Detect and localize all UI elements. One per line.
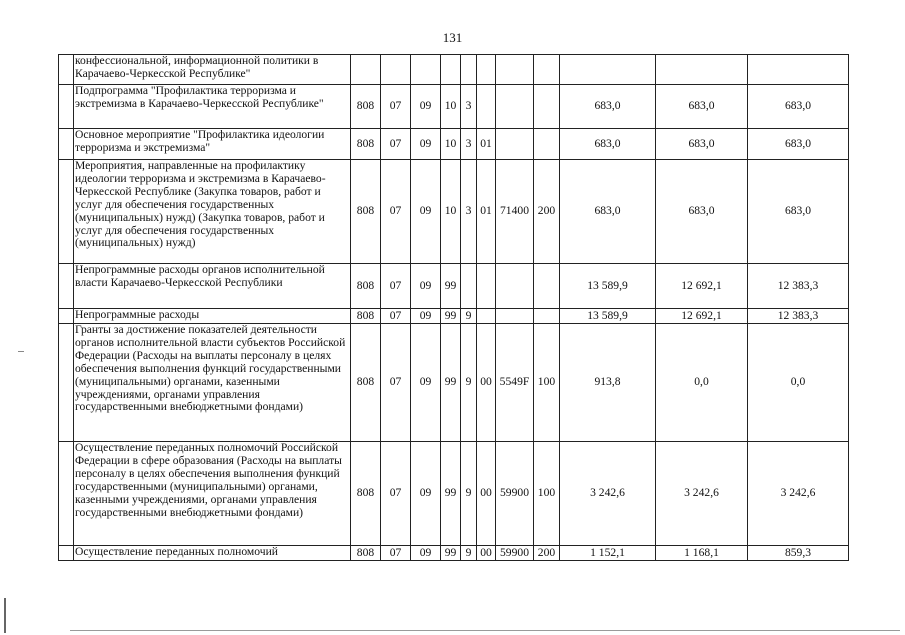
row-index-cell [59,309,74,324]
scan-edge-mark [4,598,6,633]
amount-year-1: 683,0 [560,160,656,264]
budget-table-body [59,55,849,561]
item-name: Непрограммные расходы органов исполнительной власти Карачаево-Черкесской Республики [74,264,351,309]
subprogram-code: 9 [461,442,477,546]
direction-code [496,309,534,324]
subprogram-code: 3 [461,160,477,264]
amount-year-1: 913,8 [560,324,656,442]
row-index-cell [59,160,74,264]
item-name: Осуществление переданных полномочий Российской Федерации в сфере образования (Расходы на выплаты персоналу в целях обеспечения выполнения функций государственными (муниципальными) органами, казенными учреждениями, органами управления государственными внебюджетными фондами) [74,442,351,546]
page-bottom-rule [70,630,900,631]
ministry-code: 808 [351,546,381,561]
amount-year-1: 3 242,6 [560,442,656,546]
table-row [59,160,849,264]
subsection-code: 09 [411,442,441,546]
row-index-cell [59,324,74,442]
item-name: Основное мероприятие "Профилактика идеологии терроризма и экстремизма" [74,129,351,160]
amount-year-1: 13 589,9 [560,264,656,309]
program-code: 99 [441,442,461,546]
direction-code: 59900 [496,546,534,561]
ministry-code: 808 [351,129,381,160]
event-code: 00 [477,324,496,442]
amount-year-3: 683,0 [748,160,849,264]
amount-year-3: 859,3 [748,546,849,561]
amount-year-2: 0,0 [656,324,748,442]
subsection-code: 09 [411,85,441,129]
section-code: 07 [381,160,411,264]
amount-year-2: 683,0 [656,160,748,264]
section-code: 07 [381,546,411,561]
ministry-code [351,55,381,85]
subprogram-code: 9 [461,324,477,442]
subsection-code: 09 [411,129,441,160]
section-code: 07 [381,129,411,160]
amount-year-1 [560,55,656,85]
item-name: Подпрограмма "Профилактика терроризма и экстремизма в Карачаево-Черкесской Республике" [74,85,351,129]
amount-year-3: 12 383,3 [748,264,849,309]
program-code: 99 [441,309,461,324]
item-name: Гранты за достижение показателей деятельности органов исполнительной власти субъектов Российской Федерации (Расходы на выплаты персоналу в целях обеспечения выполнения функций государственными (муниципальными) органами, казенными учреждениями, органами управления государственными внебюджетными фондами) [74,324,351,442]
subsection-code: 09 [411,264,441,309]
amount-year-3: 0,0 [748,324,849,442]
direction-code: 71400 [496,160,534,264]
amount-year-2: 12 692,1 [656,264,748,309]
event-code [477,264,496,309]
program-code: 99 [441,264,461,309]
subsection-code: 09 [411,309,441,324]
row-index-cell [59,442,74,546]
expense-type-code [534,264,560,309]
ministry-code: 808 [351,309,381,324]
amount-year-1: 13 589,9 [560,309,656,324]
ministry-code: 808 [351,160,381,264]
amount-year-3: 12 383,3 [748,309,849,324]
amount-year-3 [748,55,849,85]
subprogram-code: 3 [461,129,477,160]
item-name: Мероприятия, направленные на профилактику идеологии терроризма и экстремизма в Карачаево-Черкесской Республике (Закупка товаров, работ и услуг для обеспечения государственных (муниципальных) нужд) (Закупка товаров, работ и услуг для обеспечения государственных (муниципальных) нужд) [74,160,351,264]
direction-code: 5549F [496,324,534,442]
subprogram-code [461,55,477,85]
amount-year-1: 683,0 [560,129,656,160]
page-number: 131 [442,30,463,45]
item-name: Непрограммные расходы [74,309,351,324]
program-code: 10 [441,85,461,129]
amount-year-2 [656,55,748,85]
expense-type-code: 100 [534,324,560,442]
ministry-code: 808 [351,264,381,309]
section-code: 07 [381,85,411,129]
direction-code: 59900 [496,442,534,546]
event-code: 00 [477,546,496,561]
row-index-cell [59,264,74,309]
ministry-code: 808 [351,442,381,546]
ministry-code: 808 [351,324,381,442]
amount-year-1: 683,0 [560,85,656,129]
table-row [59,324,849,442]
event-code [477,309,496,324]
row-index-cell [59,129,74,160]
table-row [59,442,849,546]
amount-year-2: 683,0 [656,85,748,129]
expense-type-code: 200 [534,160,560,264]
item-name: конфессиональной, информационной политики в Карачаево-Черкесской Республике" [74,55,351,85]
table-row [59,85,849,129]
section-code: 07 [381,324,411,442]
amount-year-2: 12 692,1 [656,309,748,324]
program-code: 10 [441,160,461,264]
program-code: 99 [441,546,461,561]
direction-code [496,129,534,160]
subprogram-code: 9 [461,546,477,561]
expense-type-code [534,309,560,324]
row-index-cell [59,55,74,85]
row-index-cell [59,85,74,129]
amount-year-2: 3 242,6 [656,442,748,546]
amount-year-1: 1 152,1 [560,546,656,561]
direction-code [496,55,534,85]
subprogram-code [461,264,477,309]
row-index-cell [59,546,74,561]
expense-type-code: 100 [534,442,560,546]
ministry-code: 808 [351,85,381,129]
amount-year-2: 683,0 [656,129,748,160]
subsection-code: 09 [411,324,441,442]
section-code: 07 [381,442,411,546]
margin-mark [18,351,24,352]
direction-code [496,264,534,309]
program-code: 99 [441,324,461,442]
amount-year-3: 683,0 [748,129,849,160]
expense-type-code [534,55,560,85]
amount-year-3: 3 242,6 [748,442,849,546]
table-row [59,129,849,160]
amount-year-2: 1 168,1 [656,546,748,561]
table-row [59,546,849,561]
subsection-code: 09 [411,160,441,264]
subprogram-code: 9 [461,309,477,324]
amount-year-3: 683,0 [748,85,849,129]
event-code [477,55,496,85]
section-code: 07 [381,264,411,309]
subsection-code [411,55,441,85]
section-code [381,55,411,85]
item-name: Осуществление переданных полномочий [74,546,351,561]
expense-type-code [534,85,560,129]
event-code: 01 [477,129,496,160]
table-row [59,55,849,85]
event-code [477,85,496,129]
event-code: 00 [477,442,496,546]
subsection-code: 09 [411,546,441,561]
program-code [441,55,461,85]
subprogram-code: 3 [461,85,477,129]
budget-table [58,54,849,561]
table-row [59,264,849,309]
table-row [59,309,849,324]
event-code: 01 [477,160,496,264]
expense-type-code [534,129,560,160]
section-code: 07 [381,309,411,324]
expense-type-code: 200 [534,546,560,561]
direction-code [496,85,534,129]
program-code: 10 [441,129,461,160]
